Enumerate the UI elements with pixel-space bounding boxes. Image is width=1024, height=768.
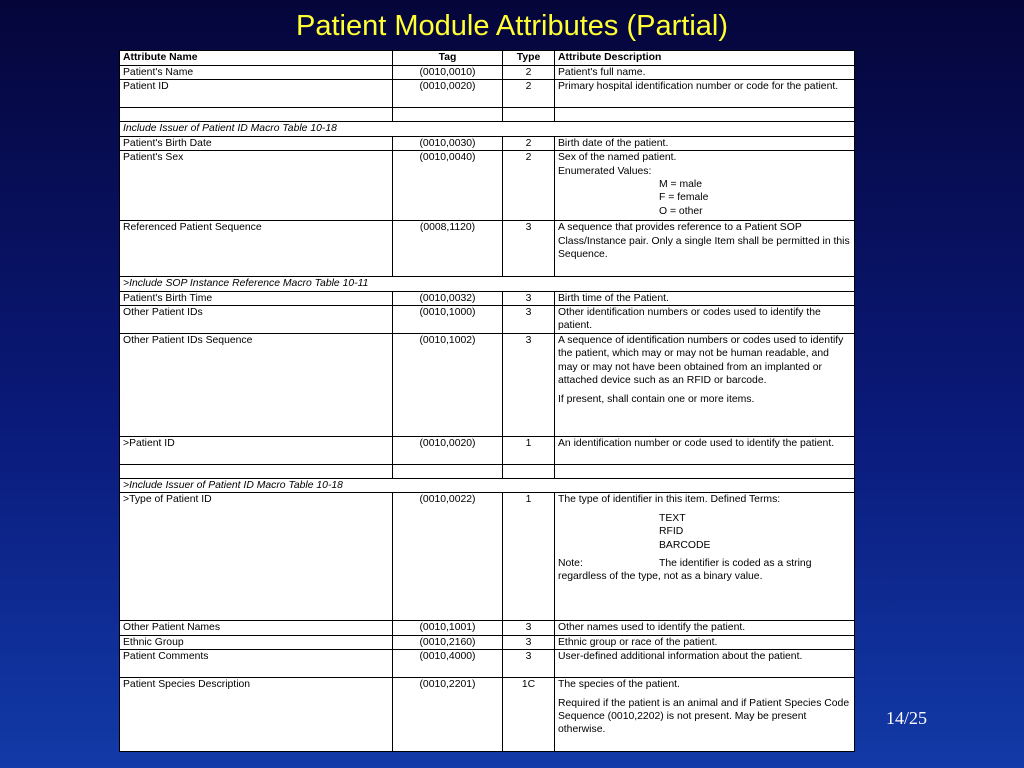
note-text-continued: regardless of the type, not as a binary value. <box>558 571 763 583</box>
attribute-tag: (0010,0030) <box>393 136 503 150</box>
description-text: Required if the patient is an animal and if Patient Species Code Sequence (0010,2202) is not present. May be present otherwise. <box>558 697 850 736</box>
description-text: A sequence of identification numbers or codes used to identify the patient, which may or may not be human readable, and may or may not have been obtained from an implanted or attached device such as an RFID or barcode. <box>558 335 844 387</box>
description-text: If present, shall contain one or more items. <box>558 393 755 405</box>
slide-number: 14/25 <box>886 708 928 728</box>
attribute-name: >Patient ID <box>120 437 393 465</box>
attribute-name: Other Patient IDs <box>120 306 393 334</box>
attribute-name: >Type of Patient ID <box>120 493 393 621</box>
header-attribute-description: Attribute Description <box>555 51 855 66</box>
attribute-tag: (0010,1000) <box>393 306 503 334</box>
attribute-tag: (0010,1002) <box>393 334 503 437</box>
table-row <box>120 650 855 678</box>
description-text: Patient's full name. <box>558 67 646 78</box>
attribute-description <box>555 334 855 437</box>
attribute-tag: (0010,2201) <box>393 678 503 752</box>
attribute-type: 2 <box>503 136 555 150</box>
header-attribute-name: Attribute Name <box>120 51 393 66</box>
attribute-type: 3 <box>503 306 555 334</box>
attribute-description <box>555 437 855 465</box>
attribute-type: 3 <box>503 291 555 305</box>
attribute-type: 1 <box>503 493 555 621</box>
empty-cell <box>393 108 503 122</box>
attribute-name: Ethnic Group <box>120 635 393 649</box>
attribute-type: 3 <box>503 635 555 649</box>
attribute-tag: (0010,0010) <box>393 66 503 80</box>
attribute-description <box>555 66 855 80</box>
attribute-name: Patient's Name <box>120 66 393 80</box>
attribute-tag: (0010,0040) <box>393 151 503 221</box>
include-macro-text: Include Issuer of Patient ID Macro Table 10-18 <box>120 122 855 136</box>
description-text: A sequence that provides reference to a Patient SOP Class/Instance pair. Only a single Item shall be permitted in this Sequence. <box>558 222 850 261</box>
note <box>558 557 851 570</box>
description-text: Birth time of the Patient. <box>558 292 669 304</box>
table-row <box>120 621 855 635</box>
description-text: Sex of the named patient. <box>558 152 677 164</box>
table-row <box>120 635 855 649</box>
defined-term: BARCODE <box>659 539 711 551</box>
attribute-type: 3 <box>503 334 555 437</box>
attribute-type: 3 <box>503 221 555 277</box>
note-label: Note: <box>558 558 583 570</box>
table-row <box>120 221 855 277</box>
empty-cell <box>555 108 855 122</box>
enumerated-value: F = female <box>659 192 709 204</box>
include-macro-row <box>120 277 855 291</box>
attribute-tag: (0010,1001) <box>393 621 503 635</box>
description-text: Birth date of the patient. <box>558 137 669 149</box>
include-macro-row <box>120 122 855 136</box>
attribute-name: Patient Species Description <box>120 678 393 752</box>
attribute-description <box>555 221 855 277</box>
attribute-description <box>555 678 855 752</box>
enumerated-value: O = other <box>659 205 703 217</box>
attribute-type: 3 <box>503 650 555 678</box>
attribute-tag: (0010,4000) <box>393 650 503 678</box>
include-macro-row <box>120 479 855 493</box>
empty-cell <box>120 108 393 122</box>
attribute-description <box>555 291 855 305</box>
attribute-name: Patient's Birth Time <box>120 291 393 305</box>
description-text: Other names used to identify the patient. <box>558 622 746 634</box>
empty-row <box>120 108 855 122</box>
attribute-tag: (0010,0022) <box>393 493 503 621</box>
table-row <box>120 437 855 465</box>
attribute-type: 2 <box>503 80 555 108</box>
description-text: User-defined additional information about the patient. <box>558 651 803 663</box>
attribute-name: Referenced Patient Sequence <box>120 221 393 277</box>
table-row <box>120 493 855 621</box>
table-row <box>120 66 855 80</box>
table-row <box>120 334 855 437</box>
attribute-type: 1 <box>503 437 555 465</box>
attribute-tag: (0010,0020) <box>393 437 503 465</box>
attribute-description <box>555 136 855 150</box>
attribute-tag: (0008,1120) <box>393 221 503 277</box>
empty-row <box>120 465 855 479</box>
description-text: Ethnic group or race of the patient. <box>558 636 718 648</box>
attribute-description <box>555 635 855 649</box>
attribute-description <box>555 80 855 108</box>
attribute-name: Patient's Sex <box>120 151 393 221</box>
description-text: Enumerated Values: <box>558 165 652 177</box>
attribute-name: Patient's Birth Date <box>120 136 393 150</box>
attribute-type: 2 <box>503 151 555 221</box>
defined-term: TEXT <box>659 512 686 524</box>
empty-cell <box>555 465 855 479</box>
attribute-type: 2 <box>503 66 555 80</box>
include-macro-text: >Include Issuer of Patient ID Macro Table 10-18 <box>120 479 855 493</box>
empty-cell <box>120 465 393 479</box>
attribute-tag: (0010,2160) <box>393 635 503 649</box>
attribute-name: Patient Comments <box>120 650 393 678</box>
table-row <box>120 291 855 305</box>
note-text-first-line: The identifier is coded as a string <box>659 558 812 570</box>
description-text: The species of the patient. <box>558 679 680 691</box>
description-text: An identification number or code used to identify the patient. <box>558 438 835 450</box>
table-row <box>120 151 855 221</box>
attribute-type: 1C <box>503 678 555 752</box>
table-row <box>120 306 855 334</box>
empty-cell <box>393 465 503 479</box>
attribute-name: Other Patient Names <box>120 621 393 635</box>
attribute-description <box>555 621 855 635</box>
attribute-description <box>555 306 855 334</box>
attribute-name: Patient ID <box>120 80 393 108</box>
table-header-row <box>120 51 855 66</box>
attribute-description <box>555 493 855 621</box>
attribute-tag: (0010,0032) <box>393 291 503 305</box>
attribute-tag: (0010,0020) <box>393 80 503 108</box>
attribute-name: Other Patient IDs Sequence <box>120 334 393 437</box>
slide-title: Patient Module Attributes (Partial) <box>296 10 728 42</box>
attribute-description <box>555 650 855 678</box>
empty-cell <box>503 465 555 479</box>
empty-cell <box>503 108 555 122</box>
attribute-description <box>555 151 855 221</box>
enumerated-value: M = male <box>659 179 703 191</box>
include-macro-text: >Include SOP Instance Reference Macro Table 10-11 <box>120 277 855 291</box>
header-type: Type <box>503 51 555 66</box>
table-row <box>120 678 855 752</box>
table-row <box>120 80 855 108</box>
description-text: Other identification numbers or codes used to identify the patient. <box>558 307 821 332</box>
attribute-type: 3 <box>503 621 555 635</box>
description-text: The type of identifier in this item. Defined Terms: <box>558 494 781 506</box>
description-text: Primary hospital identification number or code for the patient. <box>558 81 839 93</box>
header-tag: Tag <box>393 51 503 66</box>
defined-term: RFID <box>659 526 684 538</box>
table-row <box>120 136 855 150</box>
attributes-table <box>119 50 855 752</box>
